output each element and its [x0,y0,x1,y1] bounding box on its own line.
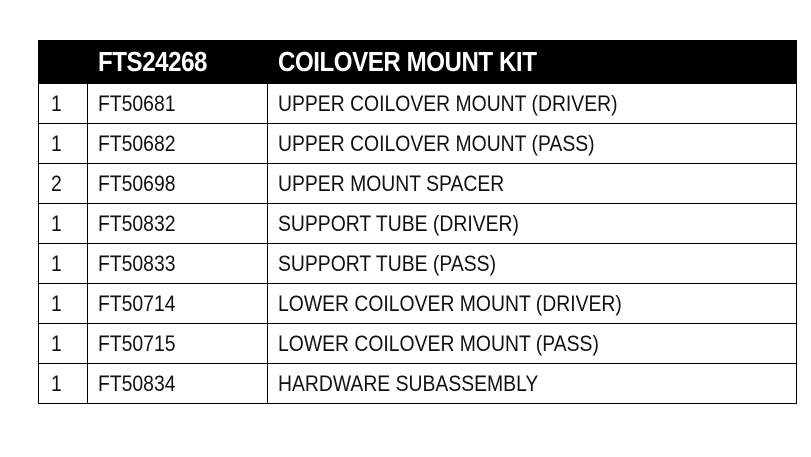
kit-title-cell [268,41,797,84]
part-number-cell [88,124,268,164]
description-value: UPPER COILOVER MOUNT (PASS) [278,130,595,156]
qty-cell [39,244,88,284]
kit-part-number-cell [88,41,268,84]
part-number-cell [88,284,268,324]
table-body [39,84,797,404]
part-number-value: FT50833 [98,250,176,276]
part-number-value: FT50834 [98,370,176,396]
part-number-cell [88,324,268,364]
qty-cell [39,284,88,324]
part-number-value: FT50698 [98,170,176,196]
qty-value: 2 [51,170,62,196]
table-row [39,364,797,404]
kit-title: COILOVER MOUNT KIT [278,46,537,77]
table-row [39,284,797,324]
header-qty-cell [39,41,88,84]
part-number-value: FT50714 [98,290,176,316]
part-number-value: FT50681 [98,90,176,116]
table-row [39,324,797,364]
description-cell [268,84,797,124]
kit-part-number: FTS24268 [98,46,208,77]
description-cell [268,204,797,244]
qty-value: 1 [51,290,62,316]
part-number-value: FT50682 [98,130,176,156]
qty-cell [39,364,88,404]
qty-cell [39,124,88,164]
qty-value: 1 [51,250,62,276]
description-value: UPPER COILOVER MOUNT (DRIVER) [278,90,618,116]
description-cell [268,244,797,284]
description-value: HARDWARE SUBASSEMBLY [278,370,539,396]
part-number-value: FT50715 [98,330,176,356]
qty-value: 1 [51,210,62,236]
table-row [39,124,797,164]
table-row [39,84,797,124]
qty-value: 1 [51,370,62,396]
description-value: LOWER COILOVER MOUNT (PASS) [278,330,599,356]
table-row [39,244,797,284]
description-value: SUPPORT TUBE (PASS) [278,250,497,276]
part-number-cell [88,364,268,404]
qty-cell [39,204,88,244]
table-row [39,164,797,204]
parts-list-table [38,40,797,404]
description-value: UPPER MOUNT SPACER [278,170,505,196]
description-value: SUPPORT TUBE (DRIVER) [278,210,519,236]
part-number-cell [88,244,268,284]
table-header [39,41,797,84]
part-number-cell [88,164,268,204]
qty-value: 1 [51,130,62,156]
part-number-value: FT50832 [98,210,176,236]
description-cell [268,284,797,324]
header-row [39,41,797,84]
qty-cell [39,84,88,124]
qty-value: 1 [51,330,62,356]
description-cell [268,324,797,364]
description-cell [268,124,797,164]
qty-cell [39,164,88,204]
qty-value: 1 [51,90,62,116]
part-number-cell [88,204,268,244]
part-number-cell [88,84,268,124]
description-cell [268,164,797,204]
description-value: LOWER COILOVER MOUNT (DRIVER) [278,290,622,316]
table-row [39,204,797,244]
qty-cell [39,324,88,364]
description-cell [268,364,797,404]
